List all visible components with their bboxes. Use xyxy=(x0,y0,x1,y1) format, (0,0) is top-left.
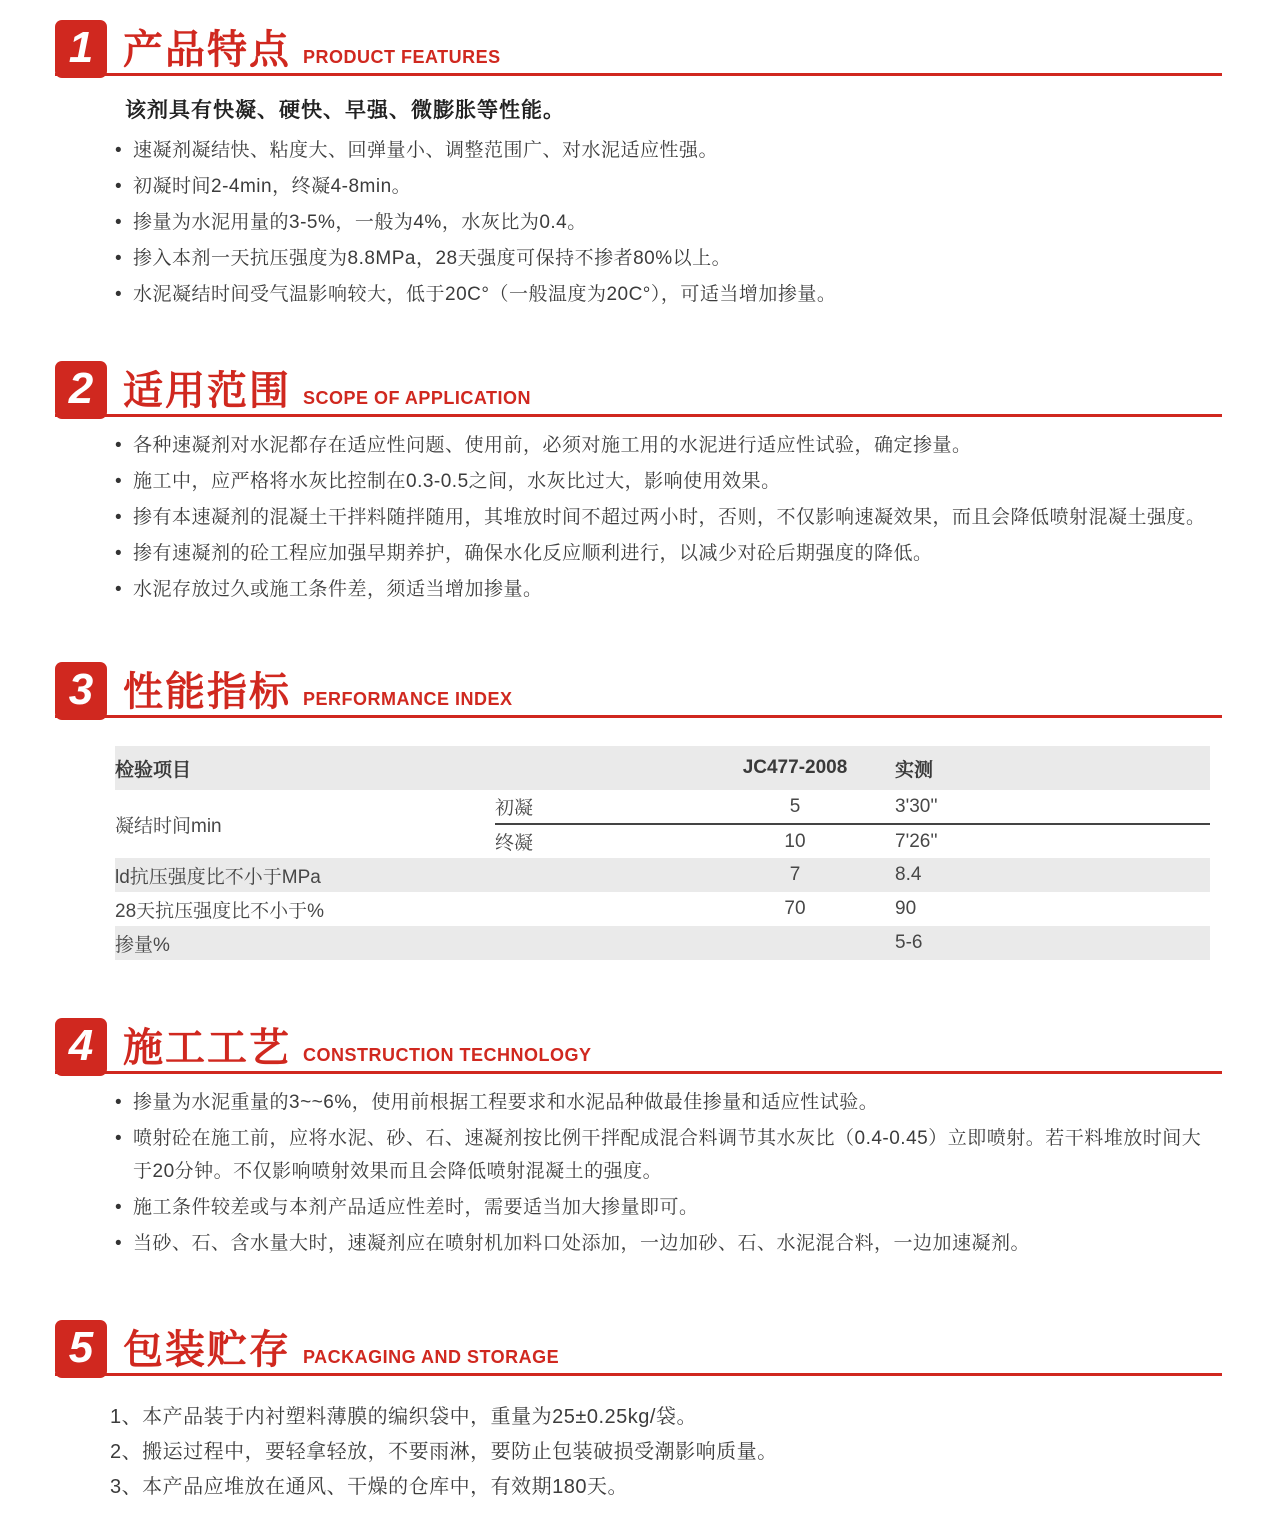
table-header-cell xyxy=(495,746,695,790)
table-header-cell: JC477-2008 xyxy=(742,757,848,778)
table-cell: 10 xyxy=(784,830,806,852)
section-header xyxy=(55,1320,1225,1378)
list-item: • 掺量为水泥重量的3~~6%，使用前根据工程要求和水泥品种做最佳掺量和适应性试验。 xyxy=(115,1086,1215,1119)
table-row xyxy=(115,790,1210,824)
numbered-list xyxy=(110,1400,1215,1505)
section-packaging-and-storage xyxy=(0,1320,1280,1505)
section-header xyxy=(55,1018,1225,1076)
table-header-row xyxy=(115,746,1210,790)
list-item: • 当砂、石、含水量大时，速凝剂应在喷射机加料口处添加，一边加砂、石、水泥混合料，一边加速凝剂。 xyxy=(115,1227,1215,1260)
list-item: • 掺有本速凝剂的混凝土干拌料随拌随用，其堆放时间不超过两小时，否则，不仅影响速凝效果，而且会降低喷射混凝土强度。 xyxy=(115,501,1215,534)
list-item: • 水泥凝结时间受气温影响较大，低于20C°（一般温度为20C°），可适当增加掺量。 xyxy=(115,278,1215,311)
table-cell: 5 xyxy=(695,790,895,824)
table-cell xyxy=(695,926,895,960)
table-cell: 初凝 xyxy=(495,790,695,824)
bullet-list xyxy=(115,429,1215,606)
section-title-zh: 适用范围 xyxy=(123,369,291,413)
table-cell xyxy=(495,926,695,960)
list-item: 1、本产品装于内衬塑料薄膜的编织袋中，重量为25±0.25kg/袋。 xyxy=(110,1406,697,1428)
list-item: • 施工中，应严格将水灰比控制在0.3-0.5之间，水灰比过大，影响使用效果。 xyxy=(115,465,1215,498)
performance-table xyxy=(115,746,1210,960)
table-cell xyxy=(495,858,695,892)
section-title-zh: 性能指标 xyxy=(123,670,291,714)
table-cell: 3'30'' xyxy=(895,790,1210,824)
table-cell: 28天抗压强度比不小于% xyxy=(115,900,325,922)
section-number-badge: 3 xyxy=(55,662,107,720)
section-title-zh: 产品特点 xyxy=(123,28,291,72)
section-intro: 该剂具有快凝、硬快、早强、微膨胀等性能。 xyxy=(125,99,565,122)
table-cell: 5-6 xyxy=(895,932,923,953)
table-cell: 8.4 xyxy=(895,864,922,885)
section-title-en: PRODUCT FEATURES xyxy=(303,47,501,67)
list-item: • 速凝剂凝结快、粘度大、回弹量小、调整范围广、对水泥适应性强。 xyxy=(115,134,1215,167)
table-cell: 掺量% xyxy=(115,934,170,956)
section-title-en: PACKAGING AND STORAGE xyxy=(303,1347,560,1367)
list-item: • 水泥存放过久或施工条件差，须适当增加掺量。 xyxy=(115,573,1215,606)
list-item: 3、本产品应堆放在通风、干燥的仓库中，有效期180天。 xyxy=(110,1476,628,1498)
section-title-en: SCOPE OF APPLICATION xyxy=(303,388,532,408)
table-cell: 70 xyxy=(784,898,806,919)
section-title-en: CONSTRUCTION TECHNOLOGY xyxy=(303,1045,592,1065)
section-scope-of-application xyxy=(0,361,1280,606)
section-number-badge: 1 xyxy=(55,20,107,78)
table-cell: 凝结时间min xyxy=(115,815,222,837)
table-header-cell: 实测 xyxy=(895,759,934,781)
section-title-zh: 施工工艺 xyxy=(123,1026,291,1070)
section-number-badge: 5 xyxy=(55,1320,107,1378)
section-title-en: PERFORMANCE INDEX xyxy=(303,689,513,709)
section-header xyxy=(55,20,1225,78)
list-item: • 初凝时间2-4min，终凝4-8min。 xyxy=(115,170,1215,203)
section-number-badge: 4 xyxy=(55,1018,107,1076)
bullet-list xyxy=(115,1086,1215,1260)
section-construction-technology xyxy=(0,1018,1280,1260)
list-item: • 掺入本剂一天抗压强度为8.8MPa，28天强度可保持不掺者80%以上。 xyxy=(115,242,1215,275)
table-cell xyxy=(495,892,695,926)
table-row xyxy=(115,858,1210,892)
table-row xyxy=(115,892,1210,926)
section-product-features xyxy=(0,0,1280,311)
table-cell: 7 xyxy=(789,864,801,885)
list-item: • 喷射砼在施工前，应将水泥、砂、石、速凝剂按比例干拌配成混合料调节其水灰比（0.4-0.45）立即喷射。若干料堆放时间大于20分钟。不仅影响喷射效果而且会降低喷射混凝土的强度。 xyxy=(115,1122,1215,1188)
table-cell: 终凝 xyxy=(495,833,534,854)
table-cell: 90 xyxy=(895,898,917,919)
list-item: • 掺有速凝剂的砼工程应加强早期养护，确保水化反应顺利进行，以减少对砼后期强度的降低。 xyxy=(115,537,1215,570)
section-performance-index xyxy=(0,662,1280,960)
table-cell: ld抗压强度比不小于MPa xyxy=(115,866,321,888)
section-header xyxy=(55,361,1225,419)
section-header xyxy=(55,662,1225,720)
list-item: 2、搬运过程中，要轻拿轻放，不要雨淋，要防止包装破损受潮影响质量。 xyxy=(110,1441,778,1463)
section-title-zh: 包装贮存 xyxy=(123,1328,291,1372)
list-item: • 施工条件较差或与本剂产品适应性差时，需要适当加大掺量即可。 xyxy=(115,1191,1215,1224)
bullet-list xyxy=(115,134,1215,311)
list-item: • 掺量为水泥用量的3-5%，一般为4%，水灰比为0.4。 xyxy=(115,206,1215,239)
table-row xyxy=(115,926,1210,960)
table-cell: 7'26'' xyxy=(895,830,938,852)
section-number-badge: 2 xyxy=(55,361,107,419)
table-header-cell: 检验项目 xyxy=(115,759,192,781)
list-item: • 各种速凝剂对水泥都存在适应性问题、使用前，必须对施工用的水泥进行适应性试验，确定掺量。 xyxy=(115,429,1215,462)
